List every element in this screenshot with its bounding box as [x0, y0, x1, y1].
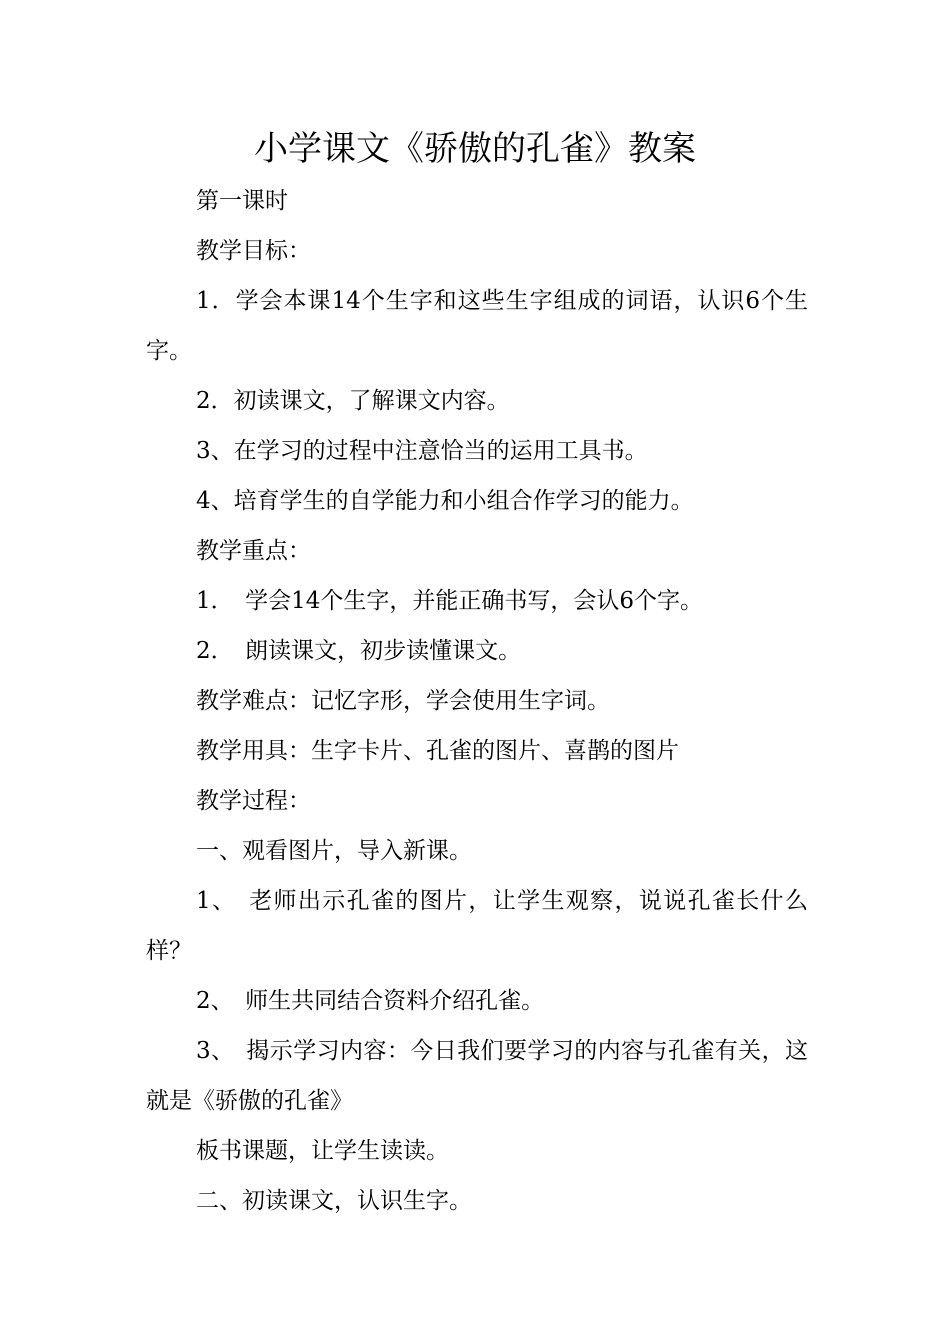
paragraph-objective-2: 2．初读课文，了解课文内容。	[196, 388, 510, 414]
paragraph-section-1: 一、观看图片，导入新课。	[196, 838, 472, 864]
paragraph-key-point-1: 1． 学会14个生字，并能正确书写，会认6个字。	[196, 588, 704, 614]
paragraph-step-2: 2、 师生共同结合资料介绍孔雀。	[196, 988, 545, 1014]
paragraph-board-title: 板书课题，让学生读读。	[196, 1138, 449, 1164]
paragraph-objective-3: 3、在学习的过程中注意恰当的运用工具书。	[196, 438, 648, 464]
paragraph-teaching-tools: 教学用具：生字卡片、孔雀的图片、喜鹊的图片	[196, 738, 679, 764]
paragraph-key-points-heading: 教学重点：	[196, 538, 311, 564]
paragraph-lesson-period: 第一课时	[196, 188, 288, 214]
document-title: 小学课文《骄傲的孔雀》教案	[254, 129, 696, 169]
document-body	[146, 176, 808, 1226]
paragraph-step-3: 3、 揭示学习内容：今日我们要学习的内容与孔雀有关，这就是《骄傲的孔雀》	[146, 1038, 808, 1114]
paragraph-step-1: 1、 老师出示孔雀的图片，让学生观察，说说孔雀长什么样？	[146, 888, 808, 964]
paragraph-objectives-heading: 教学目标：	[196, 238, 311, 264]
paragraph-difficulties: 教学难点：记忆字形，学会使用生字词。	[196, 688, 610, 714]
paragraph-key-point-2: 2． 朗读课文，初步读懂课文。	[196, 638, 522, 664]
paragraph-objective-4: 4、培育学生的自学能力和小组合作学习的能力。	[196, 488, 694, 514]
paragraph-section-2: 二、初读课文，认识生字。	[196, 1188, 472, 1214]
paragraph-objective-1: 1．学会本课14个生字和这些生字组成的词语，认识6个生字。	[146, 288, 808, 364]
paragraph-process-heading: 教学过程：	[196, 788, 311, 814]
